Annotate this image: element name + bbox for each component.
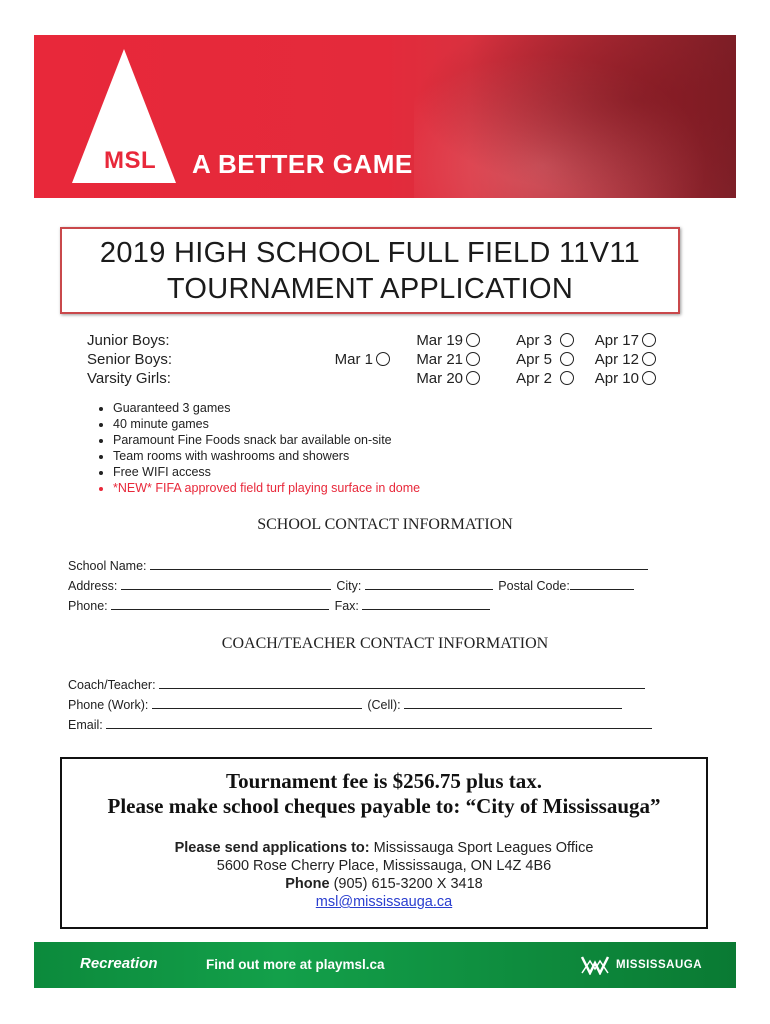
title-line-2: TOURNAMENT APPLICATION	[166, 273, 574, 305]
date-option[interactable]: Mar 21	[396, 350, 480, 369]
address-label: Address:	[68, 579, 118, 593]
send-label: Please send applications to:	[174, 840, 370, 856]
postal-code-label: Postal Code:	[498, 579, 570, 593]
feature-item: • 40 minute games	[113, 416, 420, 432]
phone-fax-row	[68, 598, 490, 614]
city-label: City:	[336, 579, 362, 593]
feature-item: • Guaranteed 3 games	[113, 400, 420, 416]
division-junior: Junior Boys:	[87, 332, 170, 349]
date-option[interactable]: Apr 17	[576, 331, 656, 350]
office-address: 5600 Rose Cherry Place, Mississauga, ON L4Z 4B6	[216, 858, 552, 874]
division-senior: Senior Boys:	[87, 351, 173, 368]
feature-item: • Free WIFI access	[113, 464, 420, 480]
header-banner	[34, 35, 736, 198]
phone-line	[62, 875, 706, 893]
msl-logo-text: MSL	[104, 147, 157, 174]
mississauga-wordmark: MISSISSAUGA	[616, 959, 703, 971]
school-contact-heading: SCHOOL CONTACT INFORMATION	[257, 516, 513, 533]
coach-label: Coach/Teacher:	[68, 678, 156, 692]
phone-field[interactable]	[111, 598, 329, 610]
cheque-line: Please make school cheques payable to: “City of Mississauga”	[107, 794, 661, 818]
phone-label: Phone:	[68, 599, 108, 613]
feature-item: • Team rooms with washrooms and showers	[113, 448, 420, 464]
date-column-mar1	[318, 331, 390, 388]
radio-circle-icon[interactable]	[642, 333, 656, 347]
date-option[interactable]: Apr 10	[576, 369, 656, 388]
email-link[interactable]: msl@mississauga.ca	[315, 894, 453, 910]
fee-line: Tournament fee is $256.75 plus tax.	[226, 769, 542, 793]
radio-circle-icon[interactable]	[376, 352, 390, 366]
feature-list	[88, 400, 420, 496]
fax-field[interactable]	[362, 598, 490, 610]
radio-circle-icon[interactable]	[642, 352, 656, 366]
division-list	[87, 331, 172, 388]
title-box	[60, 227, 680, 314]
date-option[interactable]: Mar 19	[396, 331, 480, 350]
radio-circle-icon[interactable]	[560, 371, 574, 385]
date-option[interactable]: Mar 20	[396, 369, 480, 388]
email-field[interactable]	[106, 717, 652, 729]
send-line	[62, 839, 706, 857]
mississauga-logo-icon	[580, 955, 610, 975]
date-option[interactable]: Apr 2	[494, 369, 574, 388]
address-field[interactable]	[121, 578, 331, 590]
cell-label: (Cell):	[367, 698, 401, 712]
date-option[interactable]: Apr 5	[494, 350, 574, 369]
coach-field[interactable]	[159, 677, 645, 689]
coach-contact-heading: COACH/TEACHER CONTACT INFORMATION	[221, 635, 549, 652]
postal-code-field[interactable]	[570, 578, 634, 590]
email-row	[68, 717, 652, 733]
coach-row	[68, 677, 645, 693]
cell-field[interactable]	[404, 697, 622, 709]
radio-circle-icon[interactable]	[560, 333, 574, 347]
school-name-field[interactable]	[150, 558, 648, 570]
division-varsity: Varsity Girls:	[87, 370, 171, 387]
radio-circle-icon[interactable]	[642, 371, 656, 385]
fee-box	[60, 757, 708, 929]
school-name-row	[68, 558, 648, 574]
phone-work-field[interactable]	[152, 697, 362, 709]
fax-label: Fax:	[334, 599, 359, 613]
email-label: Email:	[68, 718, 103, 732]
date-column-mar	[396, 331, 480, 388]
radio-circle-icon[interactable]	[560, 352, 574, 366]
title-line-1: 2019 HIGH SCHOOL FULL FIELD 11V11	[99, 237, 641, 269]
school-name-label: School Name:	[68, 559, 147, 573]
radio-circle-icon[interactable]	[466, 371, 480, 385]
date-column-apr-a	[494, 331, 574, 388]
radio-circle-icon[interactable]	[466, 333, 480, 347]
banner-photo	[414, 35, 736, 198]
phone-work-label: Phone (Work):	[68, 698, 149, 712]
city-field[interactable]	[365, 578, 493, 590]
phone-work-row	[68, 697, 622, 713]
date-option[interactable]: Mar 1	[318, 350, 390, 369]
feature-item-new: • *NEW* FIFA approved field turf playing surface in dome	[113, 480, 420, 496]
phone-value: (905) 615-3200 X 3418	[333, 876, 483, 892]
banner-tagline: A BETTER GAME	[192, 149, 413, 179]
date-option[interactable]: Apr 12	[576, 350, 656, 369]
address-row	[68, 578, 634, 594]
find-more-link[interactable]: Find out more at playmsl.ca	[206, 957, 385, 972]
footer-banner	[34, 942, 736, 988]
recreation-label: Recreation	[80, 955, 158, 972]
date-option[interactable]: Apr 3	[494, 331, 574, 350]
phone-label: Phone	[285, 876, 330, 892]
date-column-apr-b	[576, 331, 656, 388]
send-office: Mississauga Sport Leagues Office	[373, 840, 594, 856]
radio-circle-icon[interactable]	[466, 352, 480, 366]
feature-item: • Paramount Fine Foods snack bar available on-site	[113, 432, 420, 448]
